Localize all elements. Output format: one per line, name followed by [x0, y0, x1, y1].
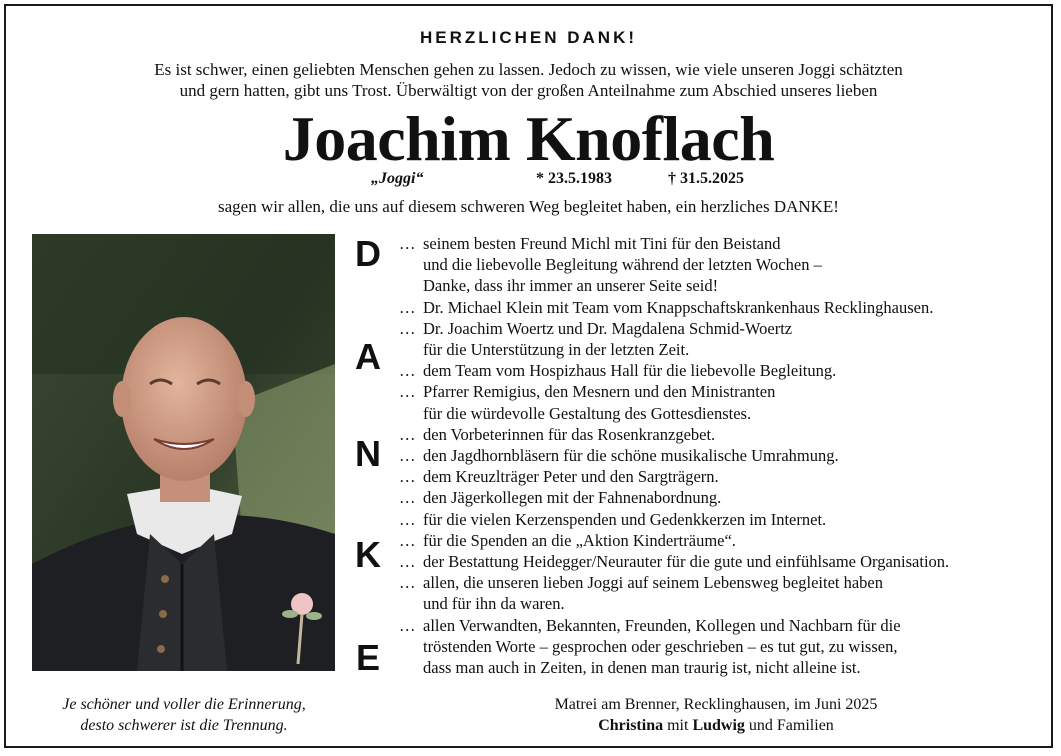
thanks-item-text: [423, 445, 1049, 466]
thanks-item-line: für die vielen Kerzenspenden und Gedenkkerzen im Internet.: [423, 509, 827, 529]
thanks-item: [399, 551, 1049, 572]
thanks-item-text: [423, 572, 1049, 614]
thanks-item-line: der Bestattung Heidegger/Neurauter für die gute und einfühlsame Organisation.: [423, 552, 950, 572]
ellipsis-prefix: …: [399, 297, 416, 317]
thanks-item-line: und die liebevolle Begleitung während der letzten Wochen –: [423, 255, 822, 275]
danke-letter: N: [355, 433, 381, 474]
ellipsis-prefix: …: [399, 530, 416, 550]
place-date: Matrei am Brenner, Recklinghausen, im Juni 2025: [554, 696, 878, 713]
intro-text: [6, 59, 1051, 101]
obituary-card: [4, 4, 1053, 748]
thanks-item-line: allen, die unseren lieben Joggi auf seinem Lebensweg begleitet haben: [423, 573, 884, 593]
thanks-item: [399, 233, 1049, 297]
thanks-item-text: [423, 487, 1049, 508]
thanks-item-text: [423, 424, 1049, 445]
intro-line: und gern hatten, gibt uns Trost. Überwältigt von der großen Anteilnahme zum Abschied unseres lieben: [179, 81, 878, 100]
thanks-item-line: dass man auch in Zeiten, in denen man traurig ist, nicht alleine ist.: [423, 658, 861, 678]
ellipsis-prefix: …: [399, 234, 416, 253]
signature: [476, 694, 956, 736]
thanks-item-line: den Jagdhornbläsern für die schöne musikalische Umrahmung.: [423, 446, 839, 466]
thanks-item: [399, 360, 1049, 381]
danke-letter: D: [355, 233, 381, 274]
thanks-item-line: seinem besten Freund Michl mit Tini für den Beistand: [423, 234, 781, 253]
thanks-list: [399, 233, 1049, 678]
thanks-item-line: und für ihn da waren.: [423, 594, 565, 614]
danke-letter: K: [355, 534, 381, 575]
ellipsis-prefix: …: [399, 318, 416, 338]
ellipsis-prefix: …: [399, 467, 416, 487]
thanks-item: [399, 615, 1049, 679]
thanks-item-line: dem Team vom Hospizhaus Hall für die liebevolle Begleitung.: [423, 361, 837, 381]
ellipsis-prefix: …: [399, 488, 416, 508]
thanks-item-line: Pfarrer Remigius, den Mesnern und den Ministranten: [423, 382, 776, 402]
quote-line: Je schöner und voller die Erinnerung,: [62, 696, 306, 713]
thanks-item: [399, 572, 1049, 614]
thanks-item: [399, 509, 1049, 530]
thanks-item: [399, 466, 1049, 487]
thanks-line: sagen wir allen, die uns auf diesem schweren Weg begleitet haben, ein herzliches DANKE!: [218, 197, 839, 216]
ellipsis-prefix: …: [399, 615, 416, 635]
signatory-name: Ludwig: [692, 717, 745, 734]
thanks-item-line: für die Spenden an die „Aktion Kinderträume“.: [423, 530, 736, 550]
thanks-item: [399, 487, 1049, 508]
thanks-item-text: [423, 381, 1049, 423]
thanks-item-line: den Jägerkollegen mit der Fahnenabordnung.: [423, 488, 722, 508]
ellipsis-prefix: …: [399, 382, 416, 402]
thanks-item: [399, 381, 1049, 423]
thanks-item-line: Dr. Joachim Woertz und Dr. Magdalena Schmid-Woertz: [423, 318, 793, 338]
thanks-item-text: [423, 615, 1049, 679]
death-date: † 31.5.2025: [668, 170, 744, 187]
thanks-item-text: [423, 530, 1049, 551]
signatory-suffix: und Familien: [744, 717, 834, 734]
thanks-item: [399, 297, 1049, 318]
ellipsis-prefix: …: [399, 424, 416, 444]
ellipsis-prefix: …: [399, 552, 416, 572]
thanks-item-text: [423, 297, 1049, 318]
thanks-item-text: [423, 466, 1049, 487]
ellipsis-prefix: …: [399, 446, 416, 466]
thanks-item-text: [423, 509, 1049, 530]
signatory-name: Christina: [598, 717, 664, 734]
thanks-item-line: tröstenden Worte – gesprochen oder geschrieben – es tut gut, zu wissen,: [423, 636, 898, 656]
thanks-item: [399, 445, 1049, 466]
thanks-item-line: Dr. Michael Klein mit Team vom Knappschaftskrankenhaus Recklinghausen.: [423, 297, 934, 317]
thanks-item-line: für die Unterstützung in der letzten Zeit.: [423, 340, 690, 360]
danke-letter: E: [355, 637, 380, 678]
thanks-item-line: Danke, dass ihr immer an unserer Seite seid!: [423, 276, 719, 296]
ellipsis-prefix: …: [399, 361, 416, 381]
signatories: [476, 715, 956, 736]
danke-letter: A: [355, 336, 381, 377]
thanks-item-line: dem Kreuzlträger Peter und den Sargträgern.: [423, 467, 719, 487]
thanks-item: [399, 424, 1049, 445]
ellipsis-prefix: …: [399, 573, 416, 593]
thanks-item: [399, 318, 1049, 360]
thanks-item-text: [423, 360, 1049, 381]
thanks-item-text: [423, 318, 1049, 360]
thanks-item-line: den Vorbeterinnen für das Rosenkranzgebet.: [423, 424, 716, 444]
thanks-item-text: [423, 551, 1049, 572]
signatory-connector: mit: [663, 717, 693, 734]
portrait-photo: [32, 234, 335, 671]
birth-date: * 23.5.1983: [536, 170, 612, 187]
deceased-name: Joachim Knoflach: [282, 103, 775, 174]
thanks-item-text: [423, 233, 1049, 297]
quote-line: desto schwerer ist die Trennung.: [80, 717, 288, 734]
nickname: „Joggi“: [371, 170, 424, 187]
heading: HERZLICHEN DANK!: [419, 28, 638, 47]
thanks-item-line: für die würdevolle Gestaltung des Gottesdienstes.: [423, 403, 752, 423]
thanks-item-line: allen Verwandten, Bekannten, Freunden, Kollegen und Nachbarn für die: [423, 615, 901, 635]
thanks-item: [399, 530, 1049, 551]
ellipsis-prefix: …: [399, 509, 416, 529]
intro-line: Es ist schwer, einen geliebten Menschen gehen zu lassen. Jedoch zu wissen, wie viele unseren Joggi schätzten: [154, 60, 903, 79]
closing-quote: [34, 694, 334, 736]
